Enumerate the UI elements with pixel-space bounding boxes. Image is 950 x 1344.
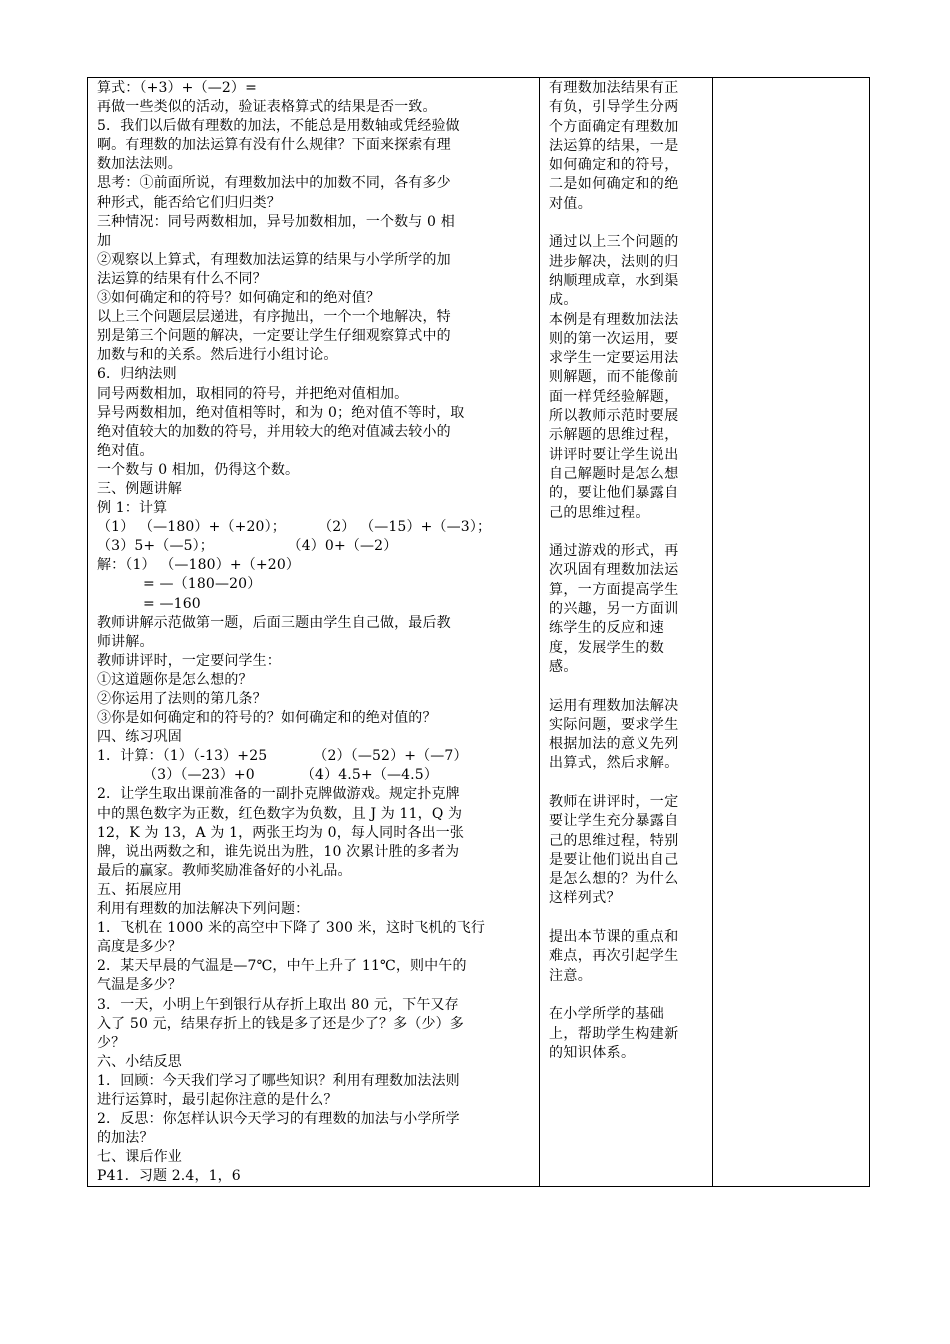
text-line: 气温是多少？ (97, 977, 182, 994)
text-line: 1．飞机在 1000 米的高空中下降了 300 米，这时飞机的飞行 (97, 920, 486, 937)
note-line: 通过游戏的形式，再 (549, 543, 679, 560)
text-line: （3）（—23）+0 （4）4.5+（—4.5） (97, 767, 438, 784)
block-gap (549, 523, 712, 542)
note-line: 面一样凭经验解题， (549, 388, 679, 405)
text-line: 教师讲解示范做第一题，后面三题由学生自己做，最后教 (97, 614, 451, 631)
note-line: 己的思维过程。 (549, 504, 650, 521)
note-line: 这样列式？ (549, 890, 621, 907)
text-line: 入了 50 元，结果存折上的钱是多了还是少了？多（少）多 (97, 1015, 464, 1032)
note-line: 出算式，然后求解。 (549, 755, 679, 772)
design-note-block (549, 928, 712, 986)
note-line: 本例是有理数加法法 (549, 311, 679, 328)
text-line: 解：（1） （—180）+（+20） (97, 557, 301, 574)
note-line: 提出本节课的重点和 (549, 929, 679, 946)
text-line: ②观察以上算式，有理数加法运算的结果与小学所学的加 (97, 251, 451, 268)
lesson-plan-table (87, 77, 870, 1187)
note-line: 根据加法的意义先列 (549, 736, 679, 753)
text-line: 例 1：计算 (97, 500, 168, 517)
block-gap (549, 909, 712, 928)
text-line: 最后的赢家。教师奖励准备好的小礼品。 (97, 862, 352, 879)
text-line: ①这道题你是怎么想的？ (97, 671, 253, 688)
text-line: 加 (97, 232, 112, 249)
text-line: 3．一天，小明上午到银行从存折上取出 80 元，下午又存 (97, 996, 459, 1013)
text-line: 再做一些类似的活动，验证表格算式的结果是否一致。 (97, 99, 437, 116)
text-line: 绝对值。 (97, 442, 154, 459)
teaching-process-text (88, 78, 539, 1186)
note-line: 则解题，而不能像前 (549, 369, 679, 386)
empty-notes-cell (713, 78, 870, 1187)
design-note-block (549, 1005, 712, 1063)
note-line: 纳顺理成章，水到渠 (549, 272, 679, 289)
note-line: 要让学生充分暴露自 (549, 813, 679, 830)
design-note-block (549, 697, 712, 774)
table-row (88, 78, 870, 1187)
text-line: 中的黑色数字为正数，红色数字为负数，且 J 为 11，Q 为 (97, 805, 463, 822)
text-line: 2．反思：你怎样认识今天学习的有理数的加法与小学所学 (97, 1111, 460, 1128)
note-line: 上，帮助学生构建新 (549, 1025, 679, 1042)
design-intent-text (540, 78, 712, 1063)
text-line: 异号两数相加，绝对值相等时，和为 0；绝对值不等时，取 (97, 404, 465, 421)
note-line: 通过以上三个问题的 (549, 234, 679, 251)
text-line: 思考：①前面所说，有理数加法中的加数不同，各有多少 (97, 175, 451, 192)
note-line: 感。 (549, 658, 578, 675)
note-line: 运用有理数加法解决 (549, 697, 679, 714)
text-line: 啊。有理数的加法运算有没有什么规律？下面来探索有理 (97, 137, 451, 154)
note-line: 注意。 (549, 967, 593, 984)
text-line: 五、拓展应用 (97, 881, 182, 898)
block-gap (549, 774, 712, 793)
note-line: 个方面确定有理数加 (549, 118, 679, 135)
text-line: 教师讲评时，一定要问学生： (97, 652, 281, 669)
note-line: 难点，再次引起学生 (549, 948, 679, 965)
text-line: P41．习题 2.4，1，6 (97, 1168, 241, 1185)
text-line: 师讲解。 (97, 633, 154, 650)
note-line: 求学生一定要运用法 (549, 350, 679, 367)
text-line: 1．计算：（1）（-13）+25 （2）（—52）+（—7） (97, 748, 468, 765)
note-line: 度，发展学生的数 (549, 639, 665, 656)
block-gap (549, 677, 712, 696)
text-line: 的加法？ (97, 1130, 154, 1147)
note-line: 教师在讲评时，一定 (549, 793, 679, 810)
design-note-block (549, 233, 712, 522)
text-line: 种形式，能否给它们归归类？ (97, 194, 281, 211)
note-line: 则的第一次运用，要 (549, 330, 679, 347)
text-line: 高度是多少？ (97, 939, 182, 956)
design-intent-cell (540, 78, 713, 1187)
note-line: 所以教师示范时要展 (549, 408, 679, 425)
note-line: 是要让他们说出自己 (549, 851, 679, 868)
text-line: 数加法法则。 (97, 156, 182, 173)
note-line: 是怎么想的？为什么 (549, 871, 679, 888)
note-line: 讲评时要让学生说出 (549, 446, 679, 463)
note-line: 法运算的结果，一是 (549, 137, 679, 154)
block-gap (549, 214, 712, 233)
text-line: 6．归纳法则 (97, 366, 177, 383)
note-line: 有负，引导学生分两 (549, 99, 679, 116)
text-line: 三种情况：同号两数相加，异号加数相加，一个数与 0 相 (97, 213, 455, 230)
note-line: 对值。 (549, 195, 593, 212)
text-line: （1） （—180）+（+20）； （2） （—15）+（—3）； (97, 519, 492, 536)
note-line: 进步解决，法则的归 (549, 253, 679, 270)
note-line: 次巩固有理数加法运 (549, 562, 679, 579)
text-line: 12，K 为 13，A 为 1，两张王均为 0，每人同时各出一张 (97, 824, 465, 841)
text-line: （3）5+（—5）； （4）0+（—2） (97, 538, 398, 555)
text-line: 以上三个问题层层递进，有序抛出，一个一个地解决，特 (97, 309, 451, 326)
text-line: 算式：（+3）+（—2）= (97, 80, 257, 96)
note-line: 二是如何确定和的绝 (549, 176, 679, 193)
text-line: = —（180—20） (97, 576, 262, 593)
note-line: 的兴趣，另一方面训 (549, 601, 679, 618)
design-note-block (549, 542, 712, 677)
text-line: 绝对值较大的加数的符号，并用较大的绝对值减去较小的 (97, 423, 451, 440)
text-line: 一个数与 0 相加，仍得这个数。 (97, 461, 300, 478)
text-line: = —160 (97, 595, 201, 612)
note-line: 练学生的反应和速 (549, 620, 665, 637)
note-line: 的知识体系。 (549, 1044, 636, 1061)
note-line: 有理数加法结果有正 (549, 80, 679, 96)
text-line: 1．回顾：今天我们学习了哪些知识？利用有理数加法法则 (97, 1072, 460, 1089)
text-line: 法运算的结果有什么不同？ (97, 270, 267, 287)
text-line: ②你运用了法则的第几条？ (97, 691, 267, 707)
text-line: ③如何确定和的符号？如何确定和的绝对值？ (97, 290, 380, 307)
text-line: 进行运算时，最引起你注意的是什么？ (97, 1091, 338, 1108)
note-line: 算，一方面提高学生 (549, 581, 679, 598)
text-line: 2．让学生取出课前准备的一副扑克牌做游戏。规定扑克牌 (97, 786, 460, 803)
note-line: 成。 (549, 292, 578, 309)
teaching-process-cell (88, 78, 540, 1187)
text-line: 利用有理数的加法解决下列问题： (97, 901, 310, 918)
text-line: 三、例题讲解 (97, 480, 182, 497)
text-line: 牌，说出两数之和，谁先说出为胜，10 次累计胜的多者为 (97, 843, 460, 860)
block-gap (549, 986, 712, 1005)
note-line: 实际问题，要求学生 (549, 716, 679, 733)
design-note-block (549, 79, 712, 214)
text-line: 少？ (97, 1034, 126, 1051)
text-line: 5．我们以后做有理数的加法，不能总是用数轴或凭经验做 (97, 118, 460, 135)
text-line: ③你是如何确定和的符号的？如何确定和的绝对值的？ (97, 710, 437, 727)
note-line: 己的思维过程，特别 (549, 832, 679, 849)
text-line: 同号两数相加，取相同的符号，并把绝对值相加。 (97, 385, 409, 402)
note-line: 如何确定和的符号， (549, 157, 679, 174)
text-line: 别是第三个问题的解决，一定要让学生仔细观察算式中的 (97, 328, 451, 345)
design-note-block (549, 793, 712, 909)
note-line: 自己解题时是怎么想 (549, 465, 679, 482)
text-line: 2．某天早晨的气温是—7℃，中午上升了 11℃，则中午的 (97, 958, 467, 975)
note-line: 示解题的思维过程， (549, 427, 679, 444)
note-line: 在小学所学的基础 (549, 1006, 665, 1023)
text-line: 四、练习巩固 (97, 729, 182, 746)
text-line: 六、小结反思 (97, 1053, 182, 1070)
note-line: 的，要让他们暴露自 (549, 485, 679, 502)
text-line: 七、课后作业 (97, 1149, 182, 1166)
text-line: 加数与和的关系。然后进行小组讨论。 (97, 347, 338, 364)
